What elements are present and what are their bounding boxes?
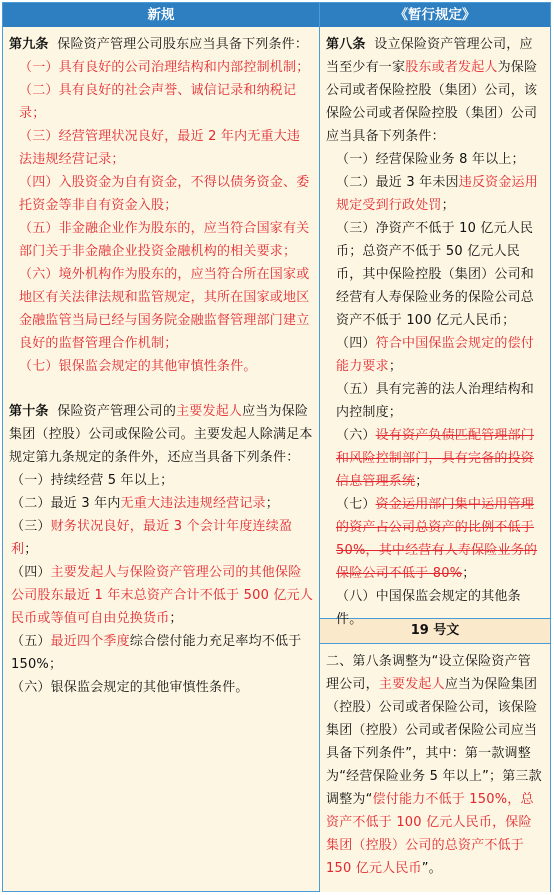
article-9-item-6: （六）境外机构作为股东的，应当符合所在国家或地区有关法律法规和监管规定，其所在国家或地区金融监管当局已经与国务院金融监督管理部门建立良好的监督管理合作机制； xyxy=(19,267,310,351)
article-8-item-6: （六）设有资产负债匹配管理部门和风险控制部门，具有完备的投资信息管理系统； xyxy=(336,428,535,489)
article-10-item-1: （一）持续经营 5 年以上； xyxy=(11,473,174,488)
article-10-head: 第十条 xyxy=(9,404,49,419)
article-9-head: 第九条 xyxy=(9,37,49,52)
article-10-intro: 第十条 保险资产管理公司的主要发起人应当为保险集团（控股）公司或保险公司。主要发起人除满足本规定第九条规定的条件外，还应当具备下列条件： xyxy=(9,404,313,465)
left-body xyxy=(3,27,319,891)
article-10-item-2: （二）最近 3 年内无重大违法违规经营记录； xyxy=(11,496,279,511)
comparison-table xyxy=(2,2,551,892)
left-header: 新规 xyxy=(3,3,319,27)
doc19-header: 19 号文 xyxy=(320,619,550,644)
article-9-item-5: （五）非金融企业作为股东的，应当符合国家有关部门关于非金融企业投资金融机构的相关要求； xyxy=(19,221,310,259)
article-8-head: 第八条 xyxy=(326,37,366,52)
article-9-item-3: （三）经营管理状况良好，最近 2 年内无重大违法违规经营记录； xyxy=(19,129,301,167)
article-8-item-8: （八）中国保监会规定的其他条件。 xyxy=(336,589,521,627)
article-10-item-5: （五）最近四个季度综合偿付能力充足率均不低于 150%； xyxy=(11,634,302,672)
article-8-item-3: （三）净资产不低于 10 亿元人民币；总资产不低于 50 亿元人民币，其中保险控股（集团）公司和经营有人寿保险业务的保险公司总资产不低于 100 亿元人民币； xyxy=(336,221,535,328)
article-9-intro: 第九条 保险资产管理公司股东应当具备下列条件： xyxy=(9,37,309,52)
left-column xyxy=(3,3,320,891)
article-10-item-6: （六）银保监会规定的其他审慎性条件。 xyxy=(11,680,249,695)
article-8-item-1: （一）经营保险业务 8 年以上； xyxy=(336,152,525,167)
article-8-intro: 第八条 设立保险资产管理公司，应当至少有一家股东或者发起人为保险公司或者保险控股（集团）公司，该保险公司或者保险控股（集团）公司应当具备下列条件： xyxy=(326,37,538,144)
spacer xyxy=(9,378,313,400)
article-9-item-4: （四）入股资金为自有资金，不得以债务资金、委托资金等非自有资金入股； xyxy=(19,175,310,213)
doc19-text: 二、第八条调整为“设立保险资产管理公司，主要发起人应当为保险集团（控股）公司或者保险公司，该保险集团（控股）公司或者保险公司应当具备下列条件”，其中：第一款调整为“经营保险业务 5 年以上”；第三款调整为“偿付能力不低于 150%，总资产不低于 100 亿元人民币，保险集团（控股）公司的总资产不低于 150 亿元人民币”。 xyxy=(326,654,542,876)
article-8-item-2: （二）最近 3 年未因违反资金运用规定受到行政处罚； xyxy=(336,175,538,213)
article-9-item-1: （一）具有良好的公司治理结构和内部控制机制； xyxy=(19,60,310,75)
right-header: 《暂行规定》 xyxy=(320,3,550,27)
article-8-item-4: （四）符合中国保监会规定的偿付能力要求； xyxy=(336,336,535,374)
article-8-item-5: （五）具有完善的法人治理结构和内控制度； xyxy=(336,382,535,420)
article-9-item-2: （二）具有良好的社会声誉、诚信记录和纳税记录； xyxy=(19,83,297,121)
right-body xyxy=(320,27,550,627)
article-10-item-4: （四）主要发起人与保险资产管理公司的其他保险公司股东最近 1 年末总资产合计不低于 500 亿元人民币或等值可自由兑换货币； xyxy=(11,565,314,626)
article-8-item-7: （七）资金运用部门集中运用管理的资产占公司总资产的比例不低于 50%，其中经营有人寿保险业务的保险公司不低于 80%； xyxy=(336,497,538,581)
article-9-item-7: （七）银保监会规定的其他审慎性条件。 xyxy=(19,359,257,374)
right-column xyxy=(320,3,550,891)
article-10-item-3: （三）财务状况良好，最近 3 个会计年度连续盈利； xyxy=(11,519,293,557)
doc19-body xyxy=(320,644,550,892)
